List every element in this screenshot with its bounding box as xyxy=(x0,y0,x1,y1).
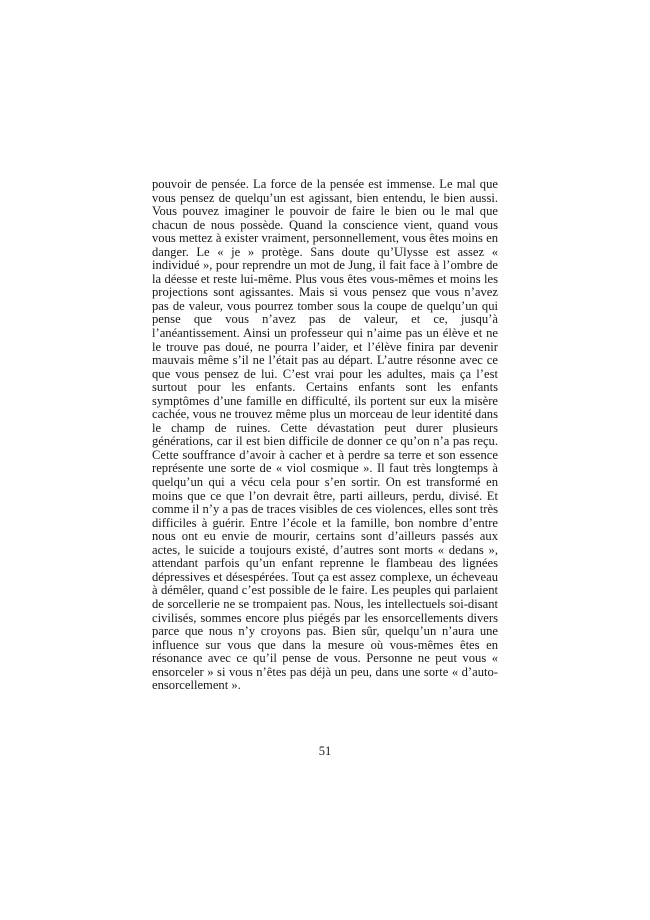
body-paragraph: pouvoir de pensée. La force de la pensée est immense. Le mal que vous pensez de quelqu’un est agissant, bien entendu, le bien aussi. Vous pouvez imaginer le pouvoir de faire le bien ou le mal que chacun de nous possède. Quand la conscience vient, quand vous vous mettez à exister vraiment, personnellement, vous êtes moins en danger. Le « je » protège. Sans doute qu’Ulysse est assez « individué », pour reprendre un mot de Jung, il fait face à l’ombre de la déesse et reste lui-même. Plus vous êtes vous-mêmes et moins les projections sont agissantes. Mais si vous pensez que vous n’avez pas de valeur, vous pourrez tomber sous la coupe de quelqu’un qui pense que vous n’avez pas de valeur, et ce, jusqu’à l’anéantissement. Ainsi un professeur qui n’aime pas un élève et ne le trouve pas doué, ne pourra l’aider, et l’élève finira par devenir mauvais même s’il ne l’était pas au départ. L’autre résonne avec ce que vous pensez de lui. C’est vrai pour les adultes, mais ça l’est surtout pour les enfants. Certains enfants sont les enfants symptômes d’une famille en difficulté, ils portent sur eux la misère cachée, vous ne trouvez même plus un morceau de leur identité dans le champ de ruines. Cette dévastation peut durer plusieurs générations, car il est bien difficile de donner ce qu’on n’a pas reçu. Cette souffrance d’avoir à cacher et à perdre sa terre et son essence représente une sorte de « viol cosmique ». Il faut très longtemps à quelqu’un qui a vécu cela pour s’en sortir. On est transformé en moins que ce que l’on devrait être, parti ailleurs, perdu, divisé. Et comme il n’y a pas de traces visibles de ces violences, elles sont très difficiles à guérir. Entre l’école et la famille, bon nombre d’entre nous ont eu envie de mourir, certains sont d’ailleurs passés aux actes, le suicide a toujours existé, d’autres sont morts « dedans », attendant parfois qu’un enfant reprenne le flambeau des lignées dépressives et désespérées. Tout ça est assez complexe, un écheveau à démêler, quand c’est possible de le faire. Les peuples qui parlaient de sorcellerie ne se trompaient pas. Nous, les intellectuels soi-disant civilisés, sommes encore plus piégés par les ensorcellements divers parce que nous n’y croyons pas. Bien sûr, quelqu’un n’aura une influence sur vous que dans la mesure où vous-mêmes êtes en résonance avec ce qu’il pense de vous. Personne ne peut vous « ensorceler » si vous n’êtes pas déjà un peu, dans une sorte « d’auto-ensorcellement ». xyxy=(152,177,498,693)
page-text-block xyxy=(152,178,498,693)
page-number: 51 xyxy=(318,744,332,758)
